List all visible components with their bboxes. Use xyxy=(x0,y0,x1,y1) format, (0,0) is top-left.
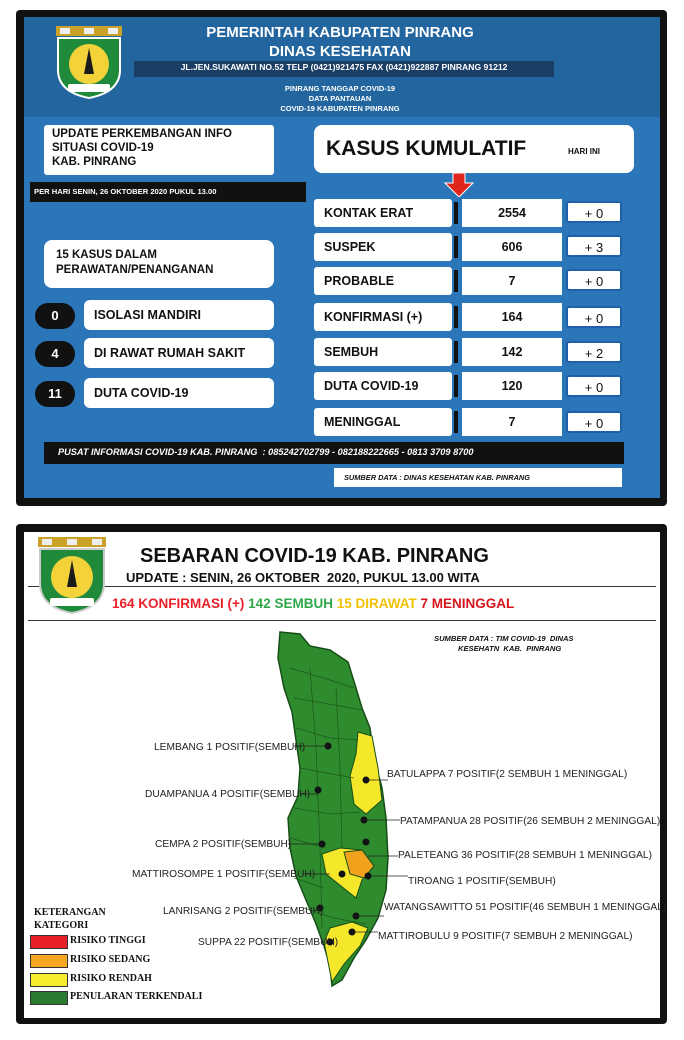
source-text: SUMBER DATA : DINAS KESEHATAN KAB. PINRANG xyxy=(344,473,530,482)
row-divider xyxy=(454,375,458,397)
legend-swatch-terkendali xyxy=(30,991,68,1005)
header-sub2: DATA PANTAUAN xyxy=(308,94,372,103)
map-label-lanrisang: LANRISANG 2 POSITIF(SEMBUH) xyxy=(163,906,324,917)
row-value-sembuh: 142 xyxy=(462,338,562,366)
summary-meninggal: 7 MENINGGAL xyxy=(420,596,515,611)
row-divider xyxy=(454,306,458,328)
row-value-duta-covid: 120 xyxy=(462,372,562,400)
header-address: JL.JEN.SUKAWATI NO.52 TELP (0421)921475 FAX (0421)922887 PINRANG 91212 xyxy=(180,62,508,72)
row-delta-meninggal: + 0 xyxy=(566,411,622,433)
row-label-duta-covid: DUTA COVID-19 xyxy=(314,372,452,400)
row-label-konfirmasi: KONFIRMASI (+) xyxy=(314,303,452,331)
legend-swatch-rendah xyxy=(30,973,68,987)
row-label-suspek: SUSPEK xyxy=(314,233,452,261)
row-divider xyxy=(454,270,458,292)
summary-sembuh: 142 SEMBUH xyxy=(248,596,333,611)
row-divider xyxy=(454,236,458,258)
bottom-summary-divider xyxy=(28,620,656,621)
header-line1: PEMERINTAH KABUPATEN PINRANG xyxy=(206,24,474,41)
row-label-probable: PROBABLE xyxy=(314,267,452,295)
down-arrow-icon xyxy=(444,173,474,197)
map-label-patampanua: PATAMPANUA 28 POSITIF(26 SEMBUH 2 MENINGGAL) xyxy=(400,816,661,827)
row-divider xyxy=(454,202,458,224)
legend-title1: KETERANGAN xyxy=(34,907,106,918)
map-source-line2: KESEHATN KAB. PINRANG xyxy=(458,644,562,653)
legend-swatch-sedang xyxy=(30,954,68,968)
row-label-sembuh: SEMBUH xyxy=(314,338,452,366)
row-delta-suspek: + 3 xyxy=(566,235,622,257)
map-label-tiroang: TIROANG 1 POSITIF(SEMBUH) xyxy=(408,876,556,887)
leader-lines xyxy=(270,628,410,988)
header-sub1: PINRANG TANGGAP COVID-19 xyxy=(284,84,396,93)
map-label-watangsawitto: WATANGSAWITTO 51 POSITIF(46 SEMBUH 1 MENINGGAL) xyxy=(384,902,667,913)
bottom-header-divider xyxy=(28,586,656,587)
map-label-lembang: LEMBANG 1 POSITIF(SEMBUH) xyxy=(154,742,306,753)
row-value-suspek: 606 xyxy=(462,233,562,261)
map-label-mattirobulu: MATTIROBULU 9 POSITIF(7 SEMBUH 2 MENINGGAL) xyxy=(378,931,633,942)
update-info-line2: SITUASI COVID-19 xyxy=(52,142,154,154)
care-summary-line2: PERAWATAN/PENANGANAN xyxy=(56,264,214,276)
header-sub3: COVID-19 KABUPATEN PINRANG xyxy=(280,104,400,113)
legend-label-terkendali: PENULARAN TERKENDALI xyxy=(70,991,203,1002)
care-label-duta: DUTA COVID-19 xyxy=(84,378,274,408)
summary-line xyxy=(112,596,514,611)
row-divider xyxy=(454,411,458,433)
care-count-duta: 11 xyxy=(35,381,75,407)
map-label-duampanua: DUAMPANUA 4 POSITIF(SEMBUH) xyxy=(145,789,311,800)
pinrang-logo-bottom xyxy=(32,537,112,615)
row-delta-probable: + 0 xyxy=(566,269,622,291)
row-delta-kontak-erat: + 0 xyxy=(566,201,622,223)
header-line2: DINAS KESEHATAN xyxy=(269,43,411,60)
row-divider xyxy=(454,341,458,363)
legend-title2: KATEGORI xyxy=(34,920,89,931)
map-source-line1: SUMBER DATA : TIM COVID-19 DINAS xyxy=(434,634,574,643)
map-title: SEBARAN COVID-19 KAB. PINRANG xyxy=(140,545,489,567)
summary-dirawat: 15 DIRAWAT xyxy=(336,596,417,611)
legend-label-sedang: RISIKO SEDANG xyxy=(70,954,151,965)
legend-swatch-tinggi xyxy=(30,935,68,949)
care-label-isolasi: ISOLASI MANDIRI xyxy=(84,300,274,330)
legend-label-rendah: RISIKO RENDAH xyxy=(70,973,152,984)
row-value-probable: 7 xyxy=(462,267,562,295)
row-delta-sembuh: + 2 xyxy=(566,341,622,363)
row-delta-konfirmasi: + 0 xyxy=(566,306,622,328)
row-delta-duta-covid: + 0 xyxy=(566,375,622,397)
map-label-batulappa: BATULAPPA 7 POSITIF(2 SEMBUH 1 MENINGGAL) xyxy=(387,769,628,780)
today-label: HARI INI xyxy=(568,147,600,156)
pinrang-logo-top xyxy=(50,26,128,100)
map-label-paleteang: PALETEANG 36 POSITIF(28 SEMBUH 1 MENINGGAL) xyxy=(398,850,652,861)
update-info-line3: KAB. PINRANG xyxy=(52,156,137,168)
cumulative-title: KASUS KUMULATIF xyxy=(326,137,527,160)
care-count-isolasi: 0 xyxy=(35,303,75,329)
row-label-meninggal: MENINGGAL xyxy=(314,408,452,436)
map-label-cempa: CEMPA 2 POSITIF(SEMBUH) xyxy=(155,839,292,850)
map-label-mattirosompe: MATTIROSOMPE 1 POSITIF(SEMBUH) xyxy=(132,869,316,880)
update-info-line1: UPDATE PERKEMBANGAN INFO xyxy=(52,128,232,140)
care-summary-line1: 15 KASUS DALAM xyxy=(56,249,157,261)
map-update: UPDATE : SENIN, 26 OKTOBER 2020, PUKUL 13.00 WITA xyxy=(126,570,480,585)
row-value-konfirmasi: 164 xyxy=(462,303,562,331)
row-value-kontak-erat: 2554 xyxy=(462,199,562,227)
legend-label-tinggi: RISIKO TINGGI xyxy=(70,935,146,946)
row-value-meninggal: 7 xyxy=(462,408,562,436)
care-count-rumah-sakit: 4 xyxy=(35,341,75,367)
row-label-kontak-erat: KONTAK ERAT xyxy=(314,199,452,227)
date-bar-text: PER HARI SENIN, 26 OKTOBER 2020 PUKUL 13.00 xyxy=(34,187,217,196)
map-label-suppa: SUPPA 22 POSITIF(SEMBUH) xyxy=(198,937,339,948)
info-bar-text: PUSAT INFORMASI COVID-19 KAB. PINRANG : 085242702799 - 082188222665 - 0813 3709 8700 xyxy=(58,447,474,457)
summary-konfirmasi: 164 KONFIRMASI (+) xyxy=(112,596,245,611)
care-label-rumah-sakit: DI RAWAT RUMAH SAKIT xyxy=(84,338,274,368)
